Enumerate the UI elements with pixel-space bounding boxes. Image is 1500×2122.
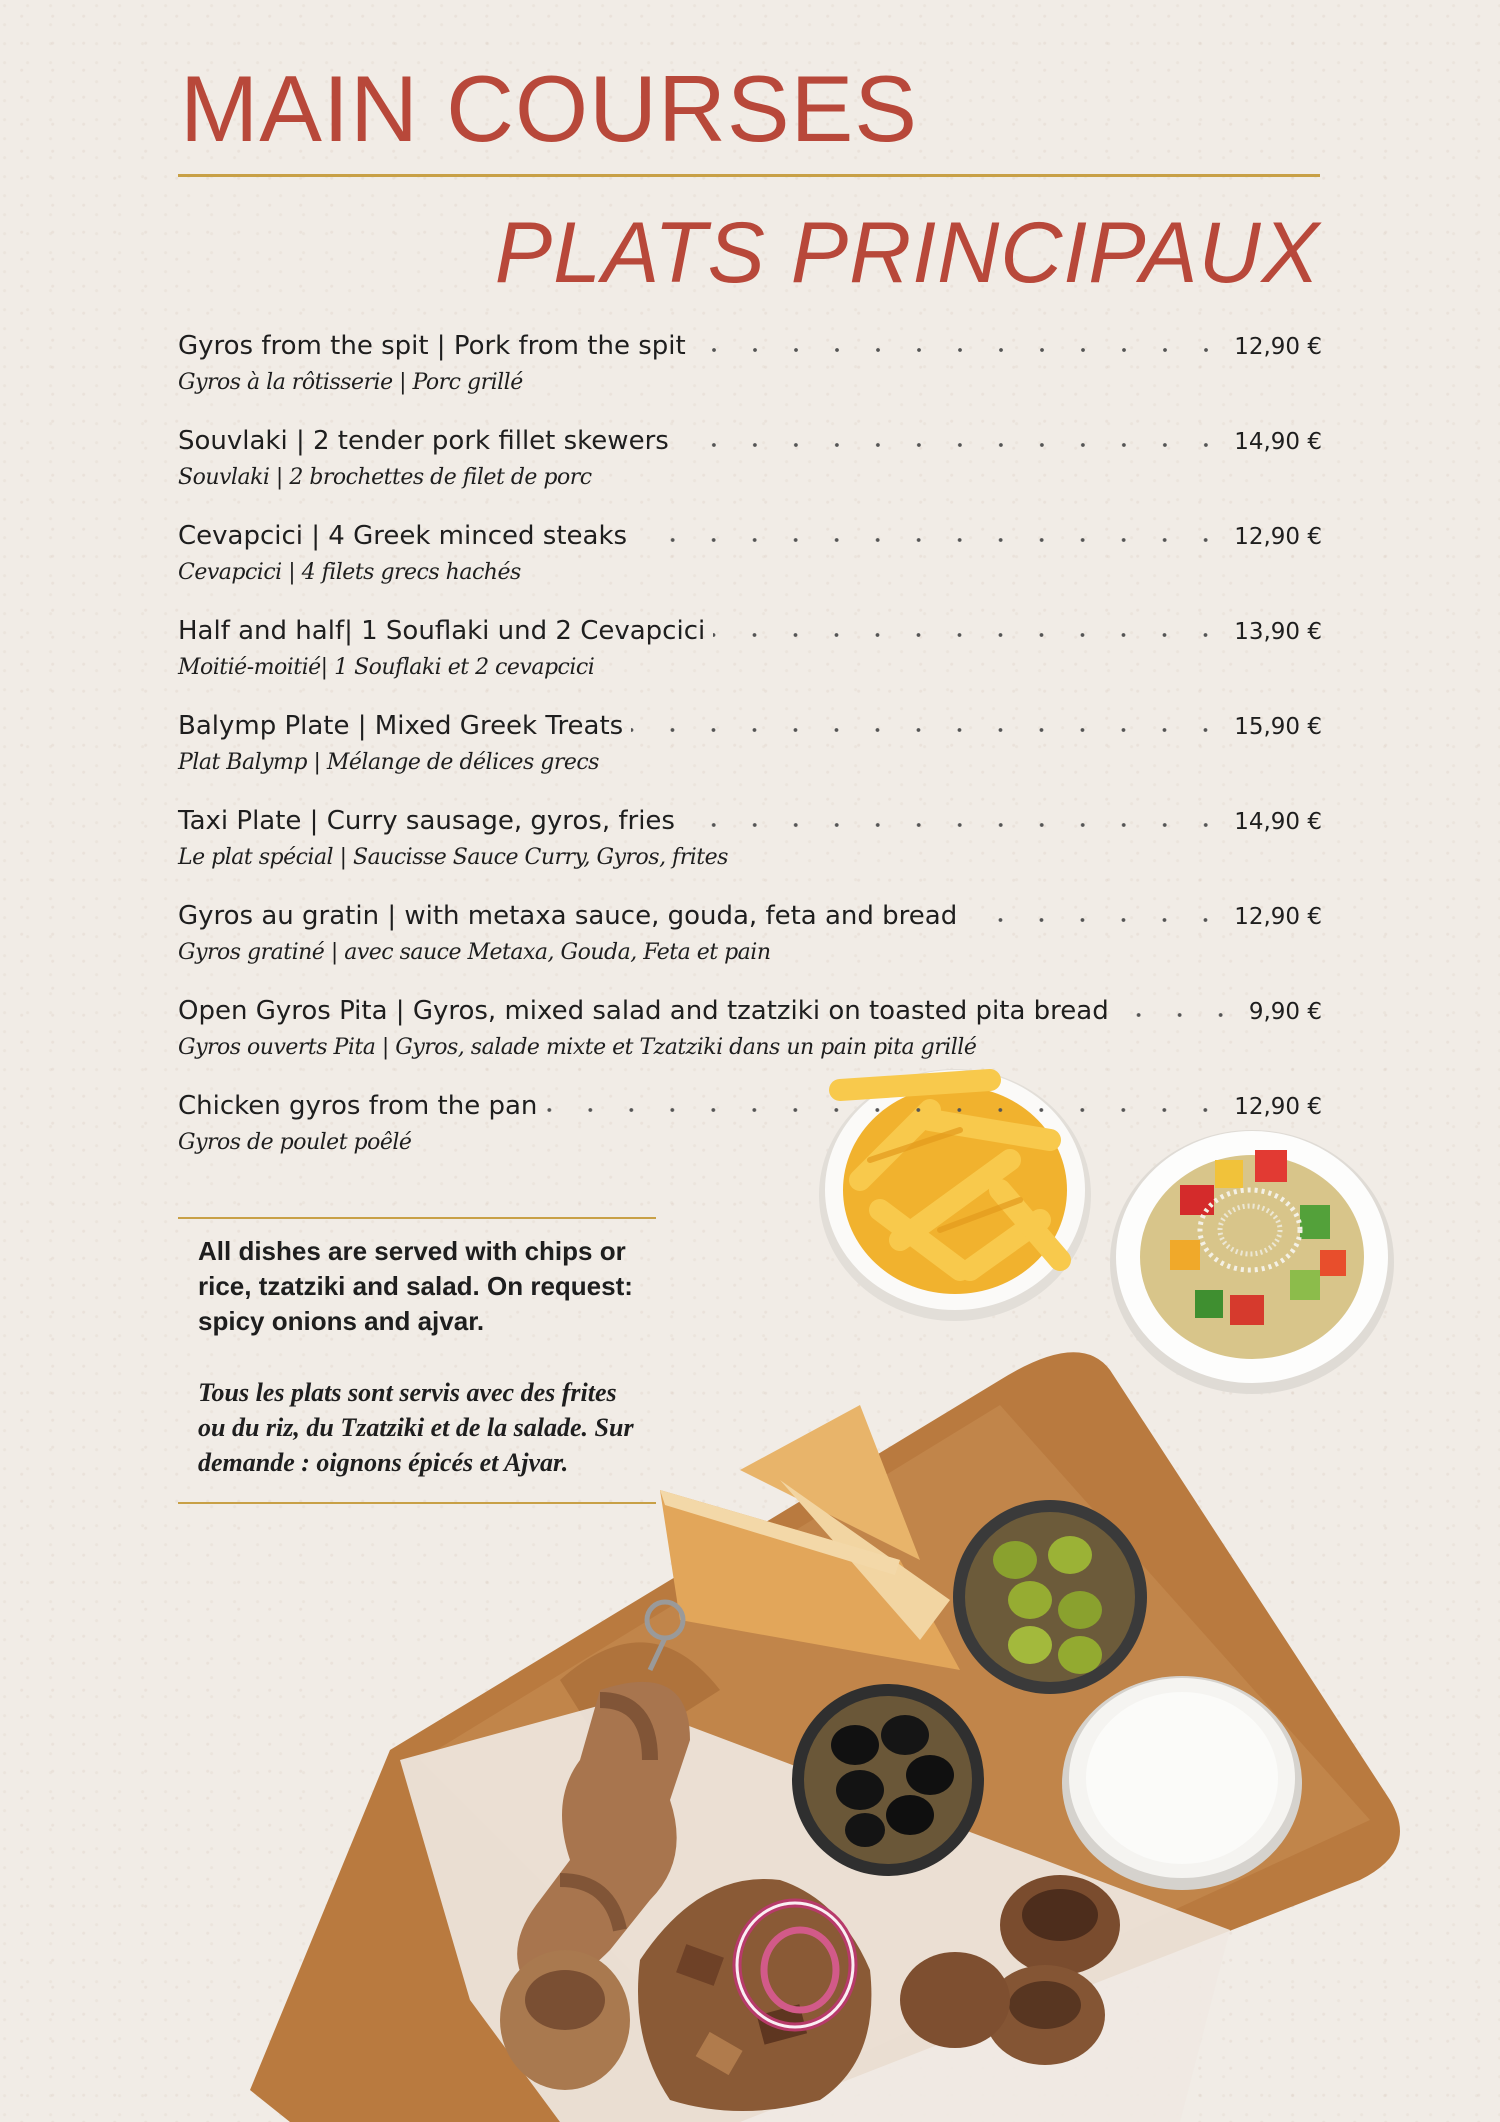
page-title-english: MAIN COURSES	[180, 56, 918, 161]
menu-item	[178, 896, 1322, 991]
leader-dots	[683, 803, 1226, 829]
green-olives-bowl-image	[953, 1500, 1147, 1694]
leader-dots	[694, 328, 1227, 354]
dish-name: Open Gyros Pita | Gyros, mixed salad and tzatziki on toasted pita bread	[178, 996, 1109, 1026]
menu-item	[178, 801, 1322, 896]
dish-name: Taxi Plate | Curry sausage, gyros, fries	[178, 806, 675, 836]
dish-price: 14,90 €	[1234, 429, 1322, 455]
dish-name-french: Le plat spécial | Saucisse Sauce Curry, Gyros, frites	[178, 845, 728, 870]
note-divider-bottom	[178, 1502, 656, 1504]
page-title-french: PLATS PRINCIPAUX	[494, 205, 1320, 301]
dish-price: 12,90 €	[1234, 334, 1322, 360]
dish-price: 14,90 €	[1234, 809, 1322, 835]
dish-name: Half and half| 1 Souflaki und 2 Cevapcici	[178, 616, 706, 646]
dish-name: Souvlaki | 2 tender pork fillet skewers	[178, 426, 669, 456]
menu-item	[178, 706, 1322, 801]
dish-price: 15,90 €	[1234, 714, 1322, 740]
menu-item	[178, 421, 1322, 516]
leader-dots	[1117, 993, 1241, 1019]
menu-item	[178, 326, 1322, 421]
side-dish-note-french: Tous les plats sont servis avec des frites ou du riz, du Tzatziki et de la salade. Sur demande : oignons épicés et Ajvar.	[198, 1378, 634, 1477]
dish-name: Cevapcici | 4 Greek minced steaks	[178, 521, 628, 551]
dish-name: Gyros au gratin | with metaxa sauce, gouda, feta and bread	[178, 901, 958, 931]
black-olives-bowl-image	[792, 1684, 984, 1876]
dish-name-french: Gyros à la rôtisserie | Porc grillé	[178, 370, 523, 395]
menu-item	[178, 516, 1322, 611]
leader-dots	[965, 898, 1226, 924]
dish-name-french: Gyros gratiné | avec sauce Metaxa, Gouda, Feta et pain	[178, 940, 771, 965]
dish-price: 12,90 €	[1234, 1094, 1322, 1120]
dish-name: Chicken gyros from the pan	[178, 1091, 538, 1121]
dish-price: 9,90 €	[1248, 999, 1322, 1025]
tzatziki-bowl-image	[1062, 1676, 1302, 1890]
dish-name: Balymp Plate | Mixed Greek Treats	[178, 711, 624, 741]
dish-name-french: Cevapcici | 4 filets grecs hachés	[178, 560, 521, 585]
dish-name-french: Moitié-moitié| 1 Souflaki et 2 cevapcici	[178, 655, 595, 680]
menu-list	[178, 326, 1322, 1181]
menu-item	[178, 611, 1322, 706]
dish-name: Gyros from the spit | Pork from the spit	[178, 331, 686, 361]
dish-name-french: Gyros de poulet poêlé	[178, 1130, 412, 1155]
leader-dots	[631, 708, 1226, 734]
dish-price: 13,90 €	[1234, 619, 1322, 645]
dish-name-french: Souvlaki | 2 brochettes de filet de porc	[178, 465, 592, 490]
dish-name-french: Gyros ouverts Pita | Gyros, salade mixte et Tzatziki dans un pain pita grillé	[178, 1035, 977, 1060]
dish-name-french: Plat Balymp | Mélange de délices grecs	[178, 750, 599, 775]
dish-price: 12,90 €	[1234, 904, 1322, 930]
leader-dots	[635, 518, 1226, 544]
leader-dots	[545, 1088, 1226, 1114]
leader-dots	[713, 613, 1226, 639]
leader-dots	[677, 423, 1226, 449]
menu-item	[178, 991, 1322, 1086]
menu-item	[178, 1086, 1322, 1181]
side-dish-note-english: All dishes are served with chips or rice, tzatziki and salad. On request: spicy onions and ajvar.	[198, 1236, 633, 1336]
note-divider-top	[178, 1217, 656, 1219]
dish-price: 12,90 €	[1234, 524, 1322, 550]
